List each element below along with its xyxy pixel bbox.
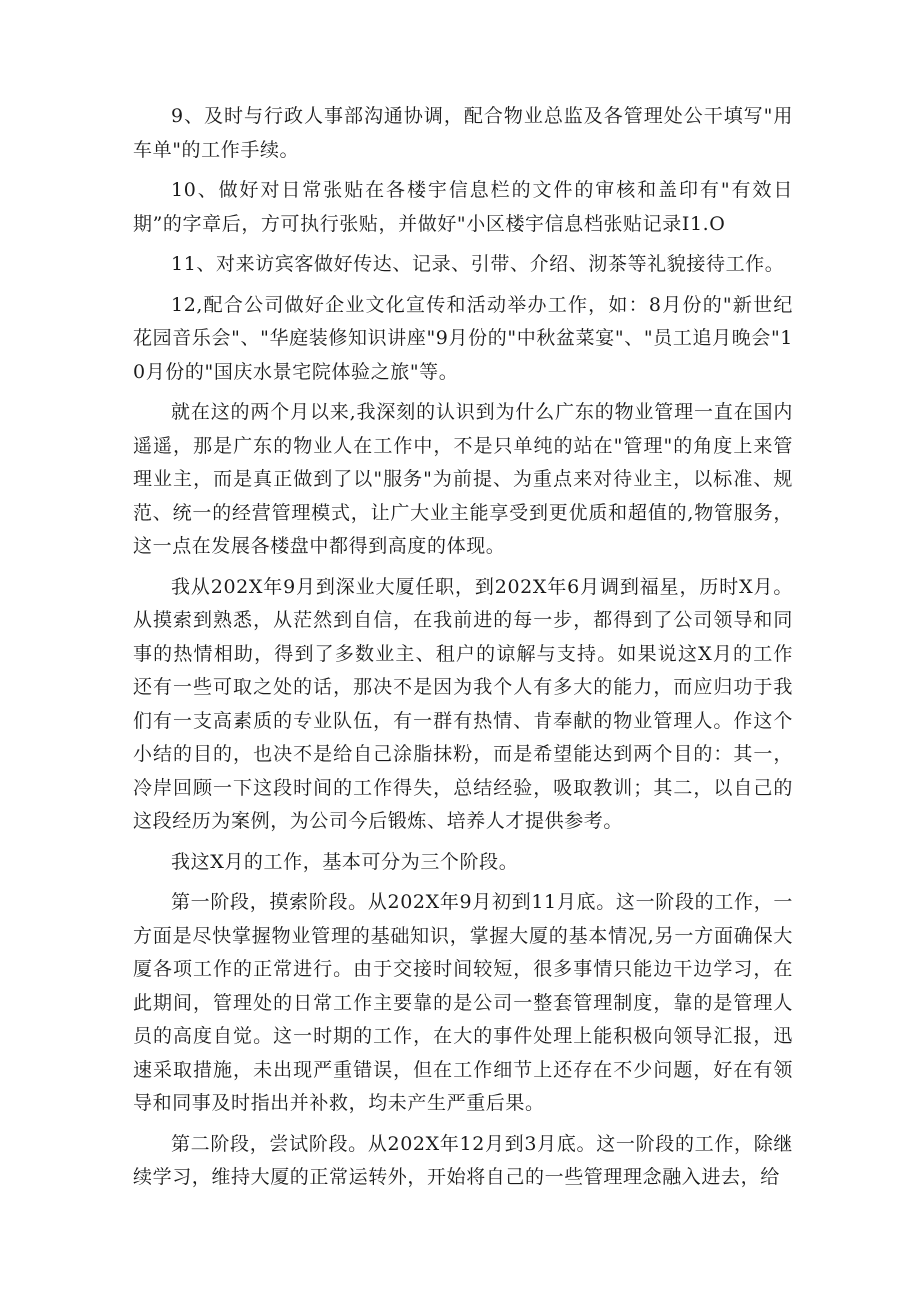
paragraph-reflection: 就在这的两个月以来,我深刻的认识到为什么广东的物业管理一直在国内遥遥，那是广东的物业人在工作中，不是只单纯的站在"管理"的角度上来管理业主，而是真正做到了以"服务"为前提、为重点来对待业主，以标准、规范、统一的经营管理模式，让广大业主能享受到更优质和超值的,物管服务，这一点在发展各楼盘中都得到高度的体现。 [133,401,793,557]
paragraph-item-11: 11、对来访宾客做好传达、记录、引带、介绍、沏茶等礼貌接待工作。 [171,253,785,275]
paragraph-three-stages: 我这X月的工作，基本可分为三个阶段。 [171,850,519,873]
paragraph-tenure-summary: 我从202X年9月到深业大厦任职，到202X年6月调到福星，历时X月。从摸索到熟悉，从茫然到自信，在我前进的每一步，都得到了公司领导和同事的热情相助，得到了多数业主、租户的谅解与支持。如果说这X月的工作还有一些可取之处的话，那决不是因为我个人有多大的能力，而应归功于我们有一支高素质的专业队伍，有一群有热情、肯奉献的物业管理人。作这个小结的目的，也决不是给自己涂脂抹粉，而是希望能达到两个目的：其一，冷岸回顾一下这段时间的工作得失，总结经验，吸取教训；其二，以自己的这段经历为案例，为公司今后锻炼、培养人才提供参考。 [133,575,793,832]
paragraph-stage-two: 第二阶段，尝试阶段。从202X年12月到3月底。这一阶段的工作，除继续学习，维持大厦的正常运转外，开始将自己的一些管理理念融入进去，给 [133,1132,793,1188]
paragraph-stage-one: 第一阶段，摸索阶段。从202X年9月初到11月底。这一阶段的工作，一方面是尽快掌握物业管理的基础知识，掌握大厦的基本情况,另一方面确保大厦各项工作的正常进行。由于交接时间较短，很多事情只能边干边学习，在此期间，管理处的日常工作主要靠的是公司一整套管理制度，靠的是管理人员的高度自觉。这一时期的工作，在大的事件处理上能积极向领导汇报，迅速采取措施，未出现严重错误，但在工作细节上还存在不少问题，好在有领导和同事及时指出并补救，均未产生严重后果。 [133,891,793,1114]
paragraph-item-9: 9、及时与行政人事部沟通协调，配合物业总监及各管理处公干填写"用车单"的工作手续。 [133,105,793,161]
paragraph-item-10: 10、做好对日常张贴在各楼宇信息栏的文件的审核和盖印有"有效日期”的字章后，方可执行张贴，并做好"小区楼宇信息档张贴记录I1.O [133,179,793,235]
document-body [133,100,793,1195]
paragraph-item-12: 12,配合公司做好企业文化宣传和活动举办工作，如：8月份的"新世纪花园音乐会"、"华庭装修知识讲座"9月份的"中秋盆菜宴"、"员工追月晚会"10月份的"国庆水景宅院体验之旅"等。 [133,293,793,383]
